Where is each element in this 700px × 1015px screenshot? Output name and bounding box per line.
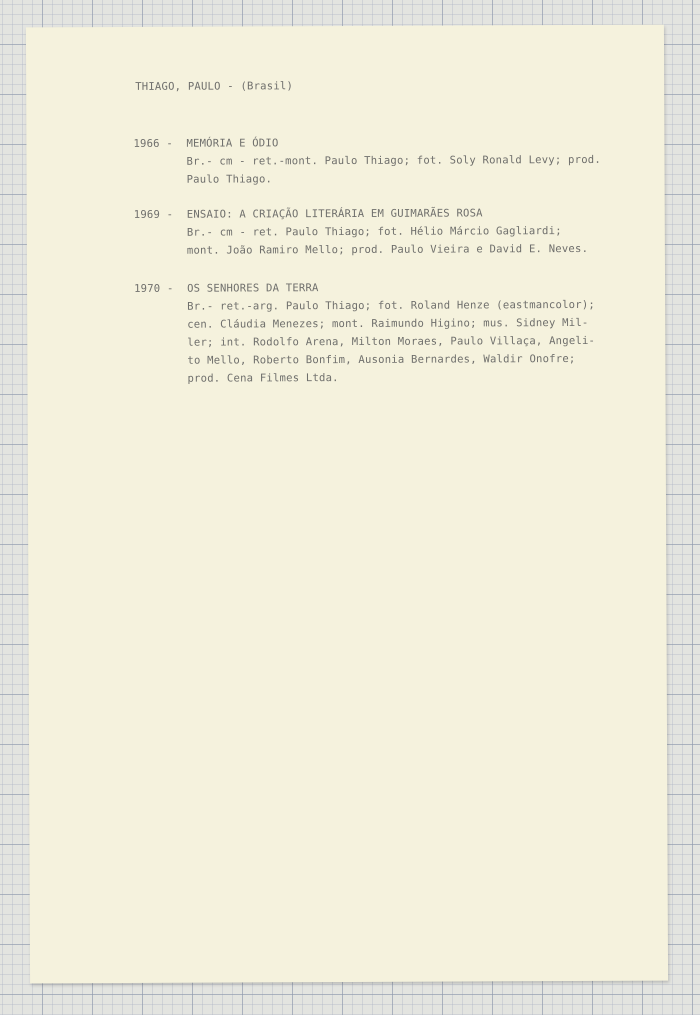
entry-title: ENSAIO: A CRIAÇÃO LITERÁRIA EM GUIMARÃES ROSA — [186, 207, 483, 221]
entry-year: 1970 - — [134, 282, 174, 295]
entry-title: MEMÓRIA E ÓDIO — [186, 137, 279, 150]
typed-page — [26, 25, 668, 984]
entry-credit-line: ler; int. Rodolfo Arena, Milton Moraes, Paulo Villaça, Angeli- — [187, 334, 596, 349]
page-header: THIAGO, PAULO - (Brasil) — [135, 80, 294, 93]
entry-credit-line: prod. Cena Filmes Ltda. — [187, 372, 339, 385]
entry-credit-line: Br.- cm - ret.-mont. Paulo Thiago; fot. Soly Ronald Levy; prod. — [186, 153, 601, 168]
entry-credit-line: cen. Cláudia Menezes; mont. Raimundo Higino; mus. Sidney Mil- — [187, 316, 589, 331]
entry-year: 1966 - — [133, 137, 173, 150]
entry-credit-line: mont. João Ramiro Mello; prod. Paulo Vieira e David E. Neves. — [186, 242, 589, 257]
entry-year: 1969 - — [133, 208, 174, 221]
entry-credit-line: Br.- cm - ret. Paulo Thiago; fot. Hélio Márcio Gagliardi; — [186, 225, 562, 239]
entry-credit-line: Paulo Thiago. — [186, 173, 273, 186]
entry-credit-line: to Mello, Roberto Bonfim, Ausonia Bernardes, Waldir Onofre; — [187, 353, 576, 367]
entry-credit-line: Br.- ret.-arg. Paulo Thiago; fot. Roland Henze (eastmancolor); — [187, 298, 596, 313]
entry-title: OS SENHORES DA TERRA — [187, 282, 319, 295]
